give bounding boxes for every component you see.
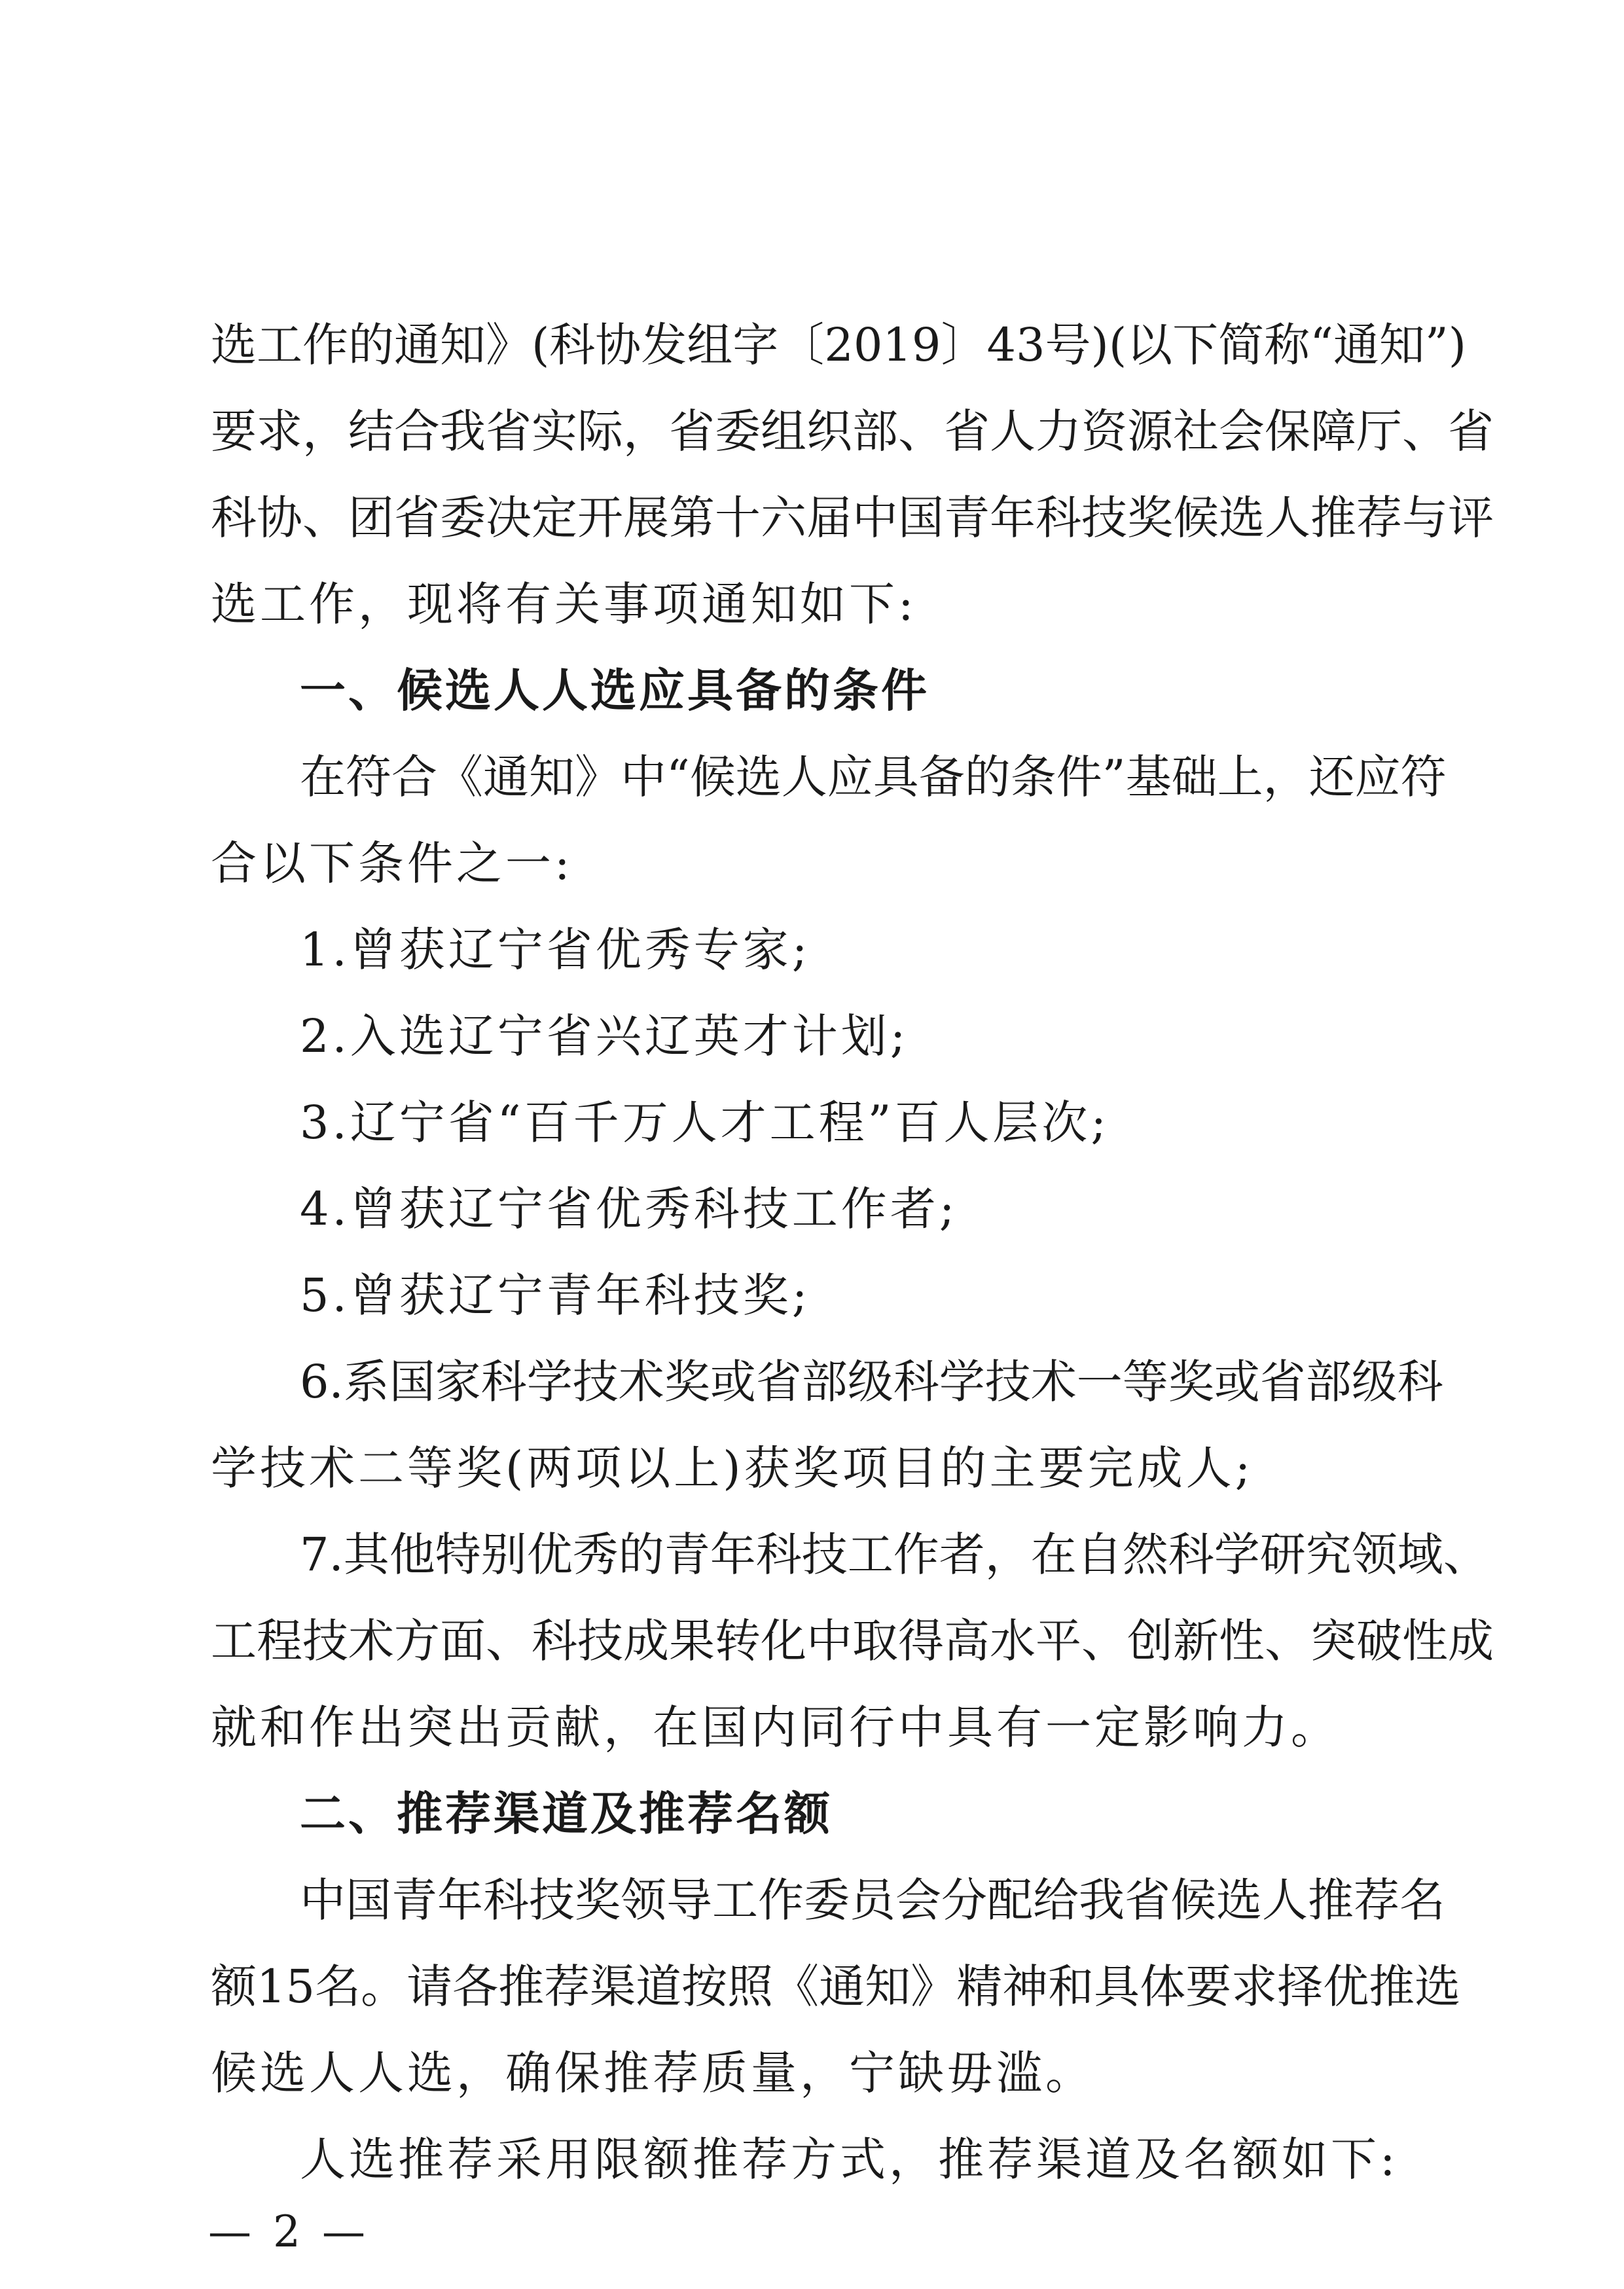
body-text-line: 候选人人选，确保推荐质量，宁缺毋滥。 xyxy=(211,2046,1094,2100)
list-item: 4.曾获辽宁省优秀科技工作者; xyxy=(300,1182,958,1236)
body-text-line: 选工作，现将有关事项通知如下: xyxy=(211,577,917,631)
body-text-line: 额15名。请各推荐渠道按照《通知》精神和具体要求择优推选 xyxy=(211,1960,1461,2013)
body-text-line: 人选推荐采用限额推荐方式，推荐渠道及名额如下: xyxy=(300,2133,1399,2186)
body-text-line: 合以下条件之一: xyxy=(211,837,573,890)
list-item: 3.辽宁省“百千万人才工程”百人层次; xyxy=(300,1096,1110,1149)
page-number: — 2 — xyxy=(208,2207,369,2257)
list-item: 7.其他特别优秀的青年科技工作者，在自然科学研究领域、 xyxy=(300,1528,1489,1581)
list-item: 5.曾获辽宁青年科技奖; xyxy=(300,1269,811,1322)
list-item-continuation: 工程技术方面、科技成果转化中取得高水平、创新性、突破性成 xyxy=(211,1614,1494,1668)
body-text-line: 科协、团省委决定开展第十六届中国青年科技奖候选人推荐与评 xyxy=(211,491,1494,545)
body-text-line: 选工作的通知》(科协发组字〔2019〕43号)(以下简称“通知”) xyxy=(211,318,1467,372)
section-heading: 一、候选人人选应具备的条件 xyxy=(300,664,929,717)
list-item: 1.曾获辽宁省优秀专家; xyxy=(300,923,811,977)
body-text-line: 要求，结合我省实际，省委组织部、省人力资源社会保障厅、省 xyxy=(211,405,1494,458)
list-item-continuation: 学技术二等奖(两项以上)获奖项目的主要完成人; xyxy=(211,1441,1254,1495)
list-item-continuation: 就和作出突出贡献，在国内同行中具有一定影响力。 xyxy=(211,1701,1340,1754)
list-item: 2.入选辽宁省兴辽英才计划; xyxy=(300,1009,909,1063)
list-item: 6.系国家科学技术奖或省部级科学技术一等奖或省部级科 xyxy=(300,1355,1443,1409)
section-heading: 二、推荐渠道及推荐名额 xyxy=(300,1787,833,1841)
body-text-line: 中国青年科技奖领导工作委员会分配给我省候选人推荐名 xyxy=(300,1873,1445,1927)
body-text-line: 在符合《通知》中“候选人应具备的条件”基础上，还应符 xyxy=(300,750,1447,804)
